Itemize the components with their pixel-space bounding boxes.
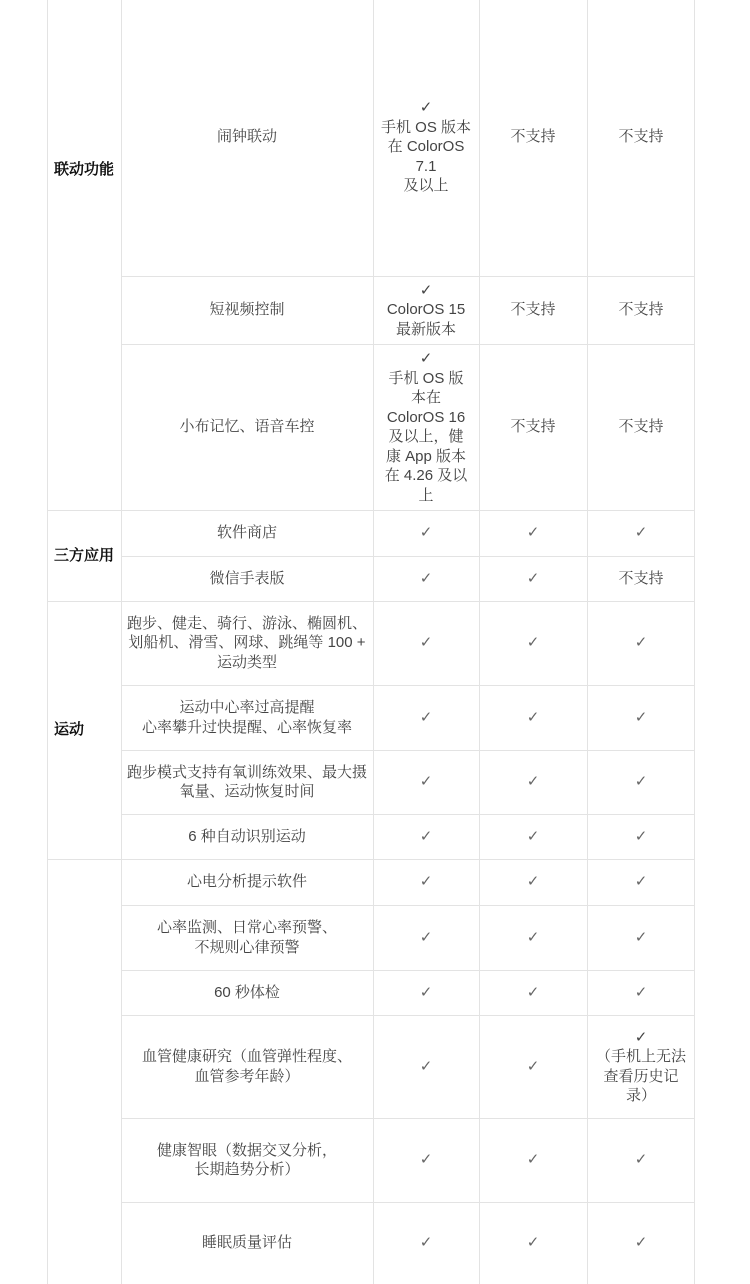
category-label: 联动功能	[54, 161, 115, 178]
check-icon: ✓	[526, 827, 540, 845]
support-value: 不支持	[618, 301, 664, 319]
check-icon: ✓	[634, 708, 648, 726]
check-icon: ✓	[526, 873, 540, 891]
check-icon: ✓	[419, 983, 433, 1001]
check-icon: ✓	[526, 524, 540, 542]
check-icon: ✓	[634, 1234, 648, 1252]
check-icon: ✓	[526, 569, 540, 587]
category-label: 三方应用	[54, 546, 115, 564]
check-icon: ✓	[526, 773, 540, 791]
check-icon: ✓	[634, 1151, 648, 1169]
feature-label: 心电分析提示软件	[186, 873, 307, 891]
check-icon: ✓	[419, 1151, 433, 1169]
check-icon: ✓	[634, 983, 648, 1001]
feature-label: 健康智眼（数据交叉分析， 长期趋势分析）	[156, 1141, 337, 1178]
check-icon: ✓	[526, 634, 540, 652]
support-value: ✓ 手机 OS 版本 在 ColorOS 7.1 及以上	[380, 99, 471, 194]
check-icon: ✓	[634, 634, 648, 652]
feature-label: 睡眠质量评估	[201, 1234, 292, 1252]
feature-label: 软件商店	[216, 524, 277, 542]
feature-label: 跑步模式支持有氧训练效果、最大摄 氧量、运动恢复时间	[126, 763, 367, 800]
check-icon: ✓	[419, 873, 433, 891]
check-icon: ✓	[634, 928, 648, 946]
grid-line	[47, 859, 121, 860]
check-icon: ✓	[634, 524, 648, 542]
check-icon: ✓	[419, 1057, 433, 1075]
check-icon: ✓	[419, 524, 433, 542]
support-value: 不支持	[618, 128, 664, 145]
check-icon: ✓	[419, 773, 433, 791]
feature-label: 运动中心率过高提醒 心率攀升过快提醒、心率恢复率	[141, 699, 352, 736]
feature-label: 6 种自动识别运动	[188, 827, 306, 845]
support-value: 不支持	[618, 569, 664, 587]
category-label: 运动	[54, 721, 85, 739]
feature-label: 60 秒体检	[214, 983, 280, 1001]
support-value: 不支持	[510, 418, 556, 436]
feature-label: 血管健康研究（血管弹性程度、 血管参考年龄）	[141, 1048, 352, 1085]
support-value: ✓ （手机上无法 查看历史记 录）	[595, 1028, 686, 1104]
check-icon: ✓	[419, 827, 433, 845]
check-icon: ✓	[526, 708, 540, 726]
check-icon: ✓	[634, 873, 648, 891]
check-icon: ✓	[634, 773, 648, 791]
support-value: ✓ ColorOS 15 最新版本	[386, 281, 466, 338]
support-value: ✓ 手机 OS 版 本在 ColorOS 16 及以上，健 康 App 版本 在 4.26 及以 上	[384, 350, 468, 504]
feature-label: 微信手表版	[209, 569, 285, 587]
feature-label: 心率监测、日常心率预警、 不规则心律预警	[156, 919, 337, 956]
check-icon: ✓	[419, 634, 433, 652]
check-icon: ✓	[526, 1057, 540, 1075]
check-icon: ✓	[526, 1234, 540, 1252]
check-icon: ✓	[419, 1234, 433, 1252]
feature-label: 小布记忆、语音车控	[179, 418, 315, 436]
support-value: 不支持	[510, 128, 556, 145]
check-icon: ✓	[526, 1151, 540, 1169]
check-icon: ✓	[526, 928, 540, 946]
feature-label: 跑步、健走、骑行、游泳、椭圆机、 划船机、滑雪、网球、跳绳等 100 + 运动类型	[126, 614, 367, 671]
spec-comparison-table	[47, 0, 695, 1284]
check-icon: ✓	[419, 708, 433, 726]
check-icon: ✓	[526, 983, 540, 1001]
check-icon: ✓	[419, 928, 433, 946]
check-icon: ✓	[634, 827, 648, 845]
feature-label: 短视频控制	[209, 301, 285, 319]
support-value: 不支持	[510, 301, 556, 319]
feature-label: 闹钟联动	[216, 128, 277, 145]
support-value: 不支持	[618, 418, 664, 436]
check-icon: ✓	[419, 569, 433, 587]
